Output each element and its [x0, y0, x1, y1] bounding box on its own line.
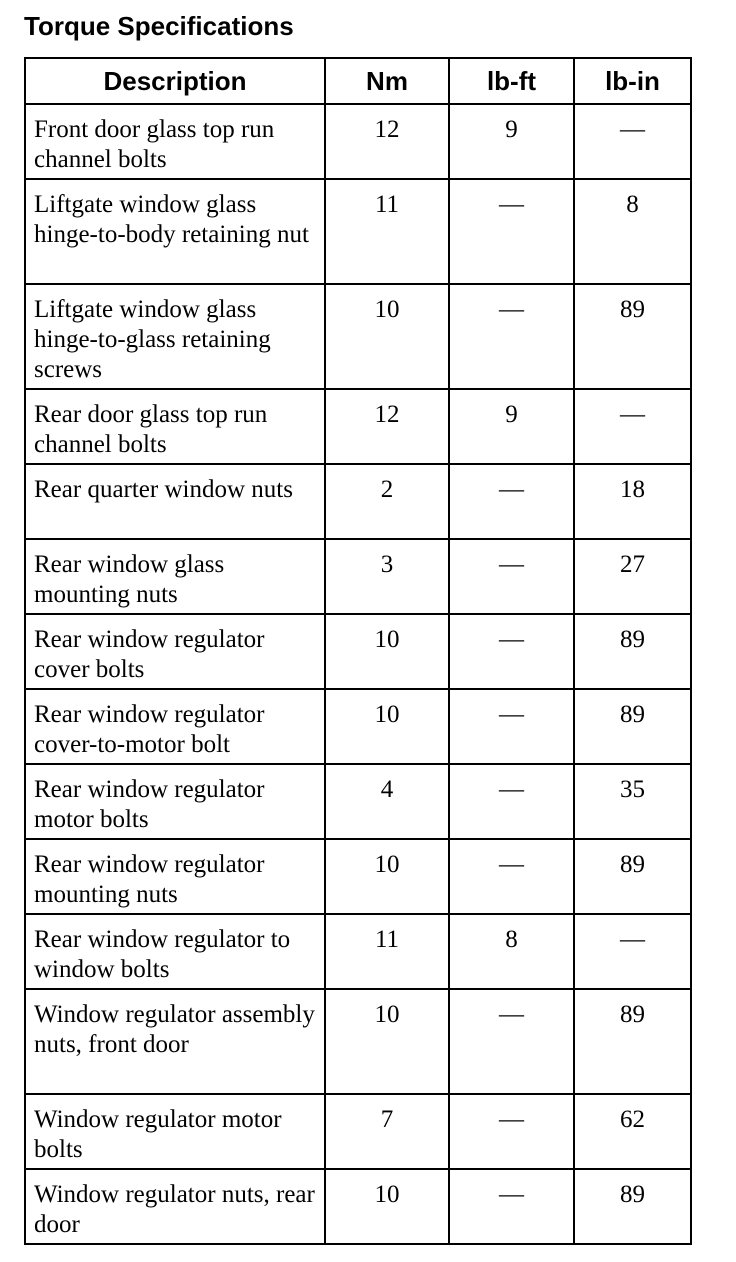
- table-row: [25, 104, 691, 179]
- nm-cell: 4: [325, 764, 449, 839]
- table-row: [25, 1094, 691, 1169]
- column-header-nm: Nm: [325, 58, 449, 104]
- description-cell: Front door glass top run channel bolts: [25, 104, 325, 179]
- lb-in-cell: 35: [574, 764, 691, 839]
- nm-cell: 10: [325, 689, 449, 764]
- description-cell: Rear quarter window nuts: [25, 464, 325, 539]
- description-cell: Rear window regulator motor bolts: [25, 764, 325, 839]
- lb-in-cell: 89: [574, 839, 691, 914]
- lb-ft-cell: —: [449, 839, 574, 914]
- lb-ft-cell: —: [449, 539, 574, 614]
- lb-ft-cell: 9: [449, 104, 574, 179]
- table-row: [25, 764, 691, 839]
- description-cell: Rear window glass mounting nuts: [25, 539, 325, 614]
- lb-ft-cell: 9: [449, 389, 574, 464]
- table-row: [25, 914, 691, 989]
- lb-in-cell: 89: [574, 689, 691, 764]
- table-row: [25, 1169, 691, 1244]
- description-cell: Window regulator assembly nuts, front door: [25, 989, 325, 1094]
- lb-in-cell: 27: [574, 539, 691, 614]
- lb-in-cell: —: [574, 914, 691, 989]
- description-cell: Liftgate window glass hinge-to-body retaining nut: [25, 179, 325, 284]
- table-row: [25, 284, 691, 389]
- nm-cell: 10: [325, 839, 449, 914]
- table-row: [25, 689, 691, 764]
- lb-in-cell: 62: [574, 1094, 691, 1169]
- column-header-lb-in: lb-in: [574, 58, 691, 104]
- column-header-lb-ft: lb-ft: [449, 58, 574, 104]
- torque-spec-table: [24, 57, 692, 1245]
- nm-cell: 12: [325, 104, 449, 179]
- description-cell: Window regulator motor bolts: [25, 1094, 325, 1169]
- lb-ft-cell: —: [449, 284, 574, 389]
- description-cell: Rear window regulator to window bolts: [25, 914, 325, 989]
- nm-cell: 10: [325, 614, 449, 689]
- table-row: [25, 179, 691, 284]
- table-row: [25, 539, 691, 614]
- nm-cell: 2: [325, 464, 449, 539]
- lb-in-cell: 89: [574, 1169, 691, 1244]
- table-row: [25, 839, 691, 914]
- nm-cell: 11: [325, 914, 449, 989]
- lb-ft-cell: —: [449, 689, 574, 764]
- lb-ft-cell: —: [449, 1094, 574, 1169]
- lb-ft-cell: —: [449, 614, 574, 689]
- lb-in-cell: —: [574, 389, 691, 464]
- lb-in-cell: 8: [574, 179, 691, 284]
- table-row: [25, 464, 691, 539]
- lb-ft-cell: 8: [449, 914, 574, 989]
- description-cell: Rear window regulator cover-to-motor bolt: [25, 689, 325, 764]
- table-row: [25, 614, 691, 689]
- nm-cell: 10: [325, 1169, 449, 1244]
- description-cell: Rear window regulator mounting nuts: [25, 839, 325, 914]
- description-cell: Rear door glass top run channel bolts: [25, 389, 325, 464]
- header-row: [25, 58, 691, 104]
- description-cell: Liftgate window glass hinge-to-glass retaining screws: [25, 284, 325, 389]
- nm-cell: 3: [325, 539, 449, 614]
- lb-ft-cell: —: [449, 1169, 574, 1244]
- nm-cell: 11: [325, 179, 449, 284]
- lb-in-cell: 89: [574, 284, 691, 389]
- lb-ft-cell: —: [449, 179, 574, 284]
- lb-in-cell: —: [574, 104, 691, 179]
- lb-ft-cell: —: [449, 764, 574, 839]
- nm-cell: 10: [325, 284, 449, 389]
- table-row: [25, 389, 691, 464]
- lb-in-cell: 18: [574, 464, 691, 539]
- lb-in-cell: 89: [574, 614, 691, 689]
- nm-cell: 10: [325, 989, 449, 1094]
- page-title: Torque Specifications: [24, 11, 294, 41]
- description-cell: Window regulator nuts, rear door: [25, 1169, 325, 1244]
- nm-cell: 12: [325, 389, 449, 464]
- table-row: [25, 989, 691, 1094]
- nm-cell: 7: [325, 1094, 449, 1169]
- lb-ft-cell: —: [449, 989, 574, 1094]
- lb-in-cell: 89: [574, 989, 691, 1094]
- description-cell: Rear window regulator cover bolts: [25, 614, 325, 689]
- lb-ft-cell: —: [449, 464, 574, 539]
- column-header-description: Description: [25, 58, 325, 104]
